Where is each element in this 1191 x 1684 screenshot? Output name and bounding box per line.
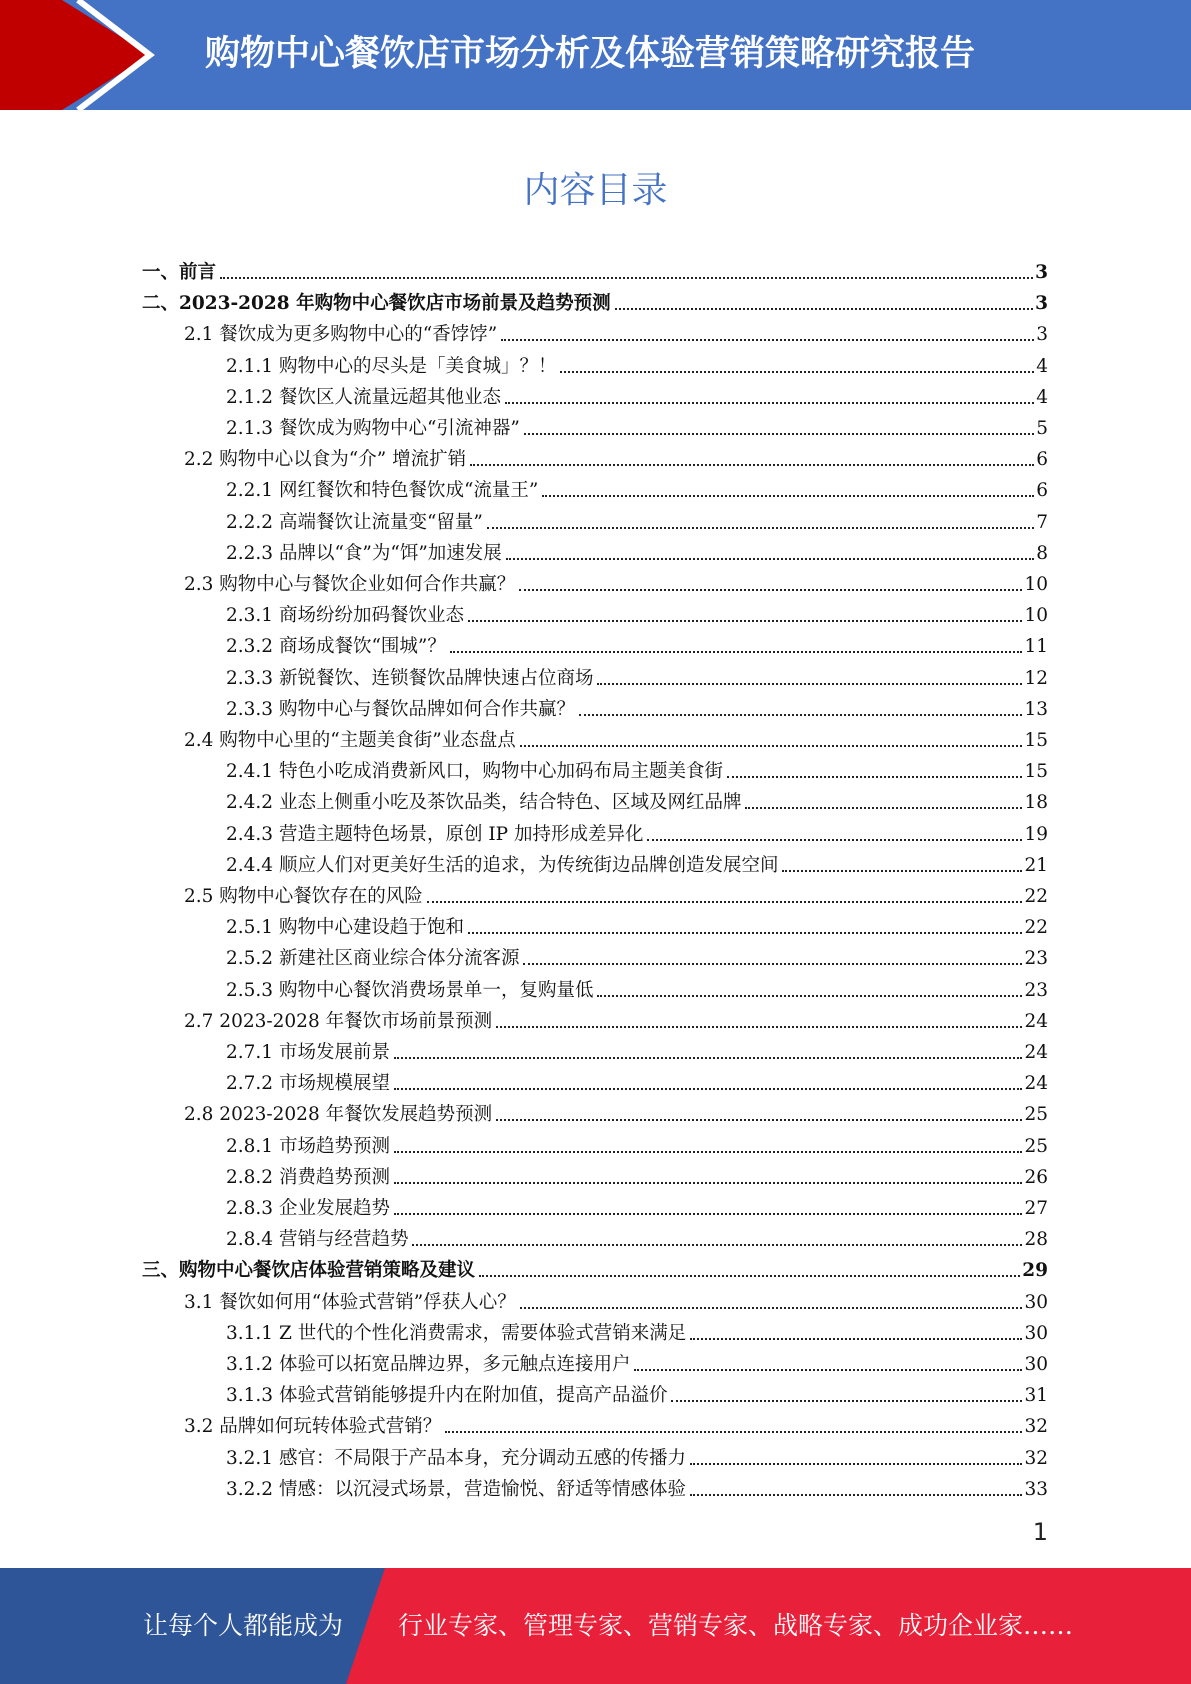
- toc-entry[interactable]: [226, 627, 1048, 658]
- toc-dot-leader: [520, 1306, 1023, 1309]
- toc-entry-title: 三、购物中心餐饮店体验营销策略及建议: [142, 1260, 476, 1282]
- toc-entry-title: 2.8.2 消费趋势预测: [226, 1166, 390, 1188]
- toc-dot-leader: [782, 869, 1022, 872]
- toc-entry-title: 一、前言: [142, 262, 217, 283]
- toc-dot-leader: [690, 1462, 1022, 1465]
- toc-entry-page: 24: [1024, 1042, 1048, 1063]
- toc-entry[interactable]: [226, 659, 1048, 690]
- toc-entry-page: 10: [1024, 574, 1048, 595]
- toc-entry[interactable]: [226, 378, 1048, 409]
- toc-entry-page: 3: [1036, 324, 1048, 346]
- toc-entry[interactable]: [226, 815, 1048, 846]
- toc-entry[interactable]: [226, 908, 1048, 939]
- toc-entry[interactable]: [226, 1314, 1048, 1345]
- toc-entry-page: 18: [1024, 792, 1048, 814]
- toc-dot-leader: [520, 744, 1023, 747]
- toc-entry[interactable]: [226, 1033, 1048, 1064]
- toc-entry-title: 3.1.2 体验可以拓宽品牌边界，多元触点连接用户: [226, 1354, 631, 1375]
- toc-entry-page: 32: [1024, 1447, 1048, 1469]
- toc-entry[interactable]: [184, 877, 1048, 908]
- toc-entry-title: 2.3.3 购物中心与餐饮品牌如何合作共赢？: [226, 698, 575, 720]
- toc-entry[interactable]: [142, 1251, 1048, 1282]
- toc-entry-title: 3.1 餐饮如何用“体验式营销”俘获人心？: [184, 1291, 516, 1313]
- toc-entry-page: 25: [1024, 1104, 1048, 1126]
- toc-dot-leader: [745, 806, 1022, 809]
- toc-entry-page: 24: [1024, 1010, 1048, 1032]
- toc-entry-title: 2.3.3 新锐餐饮、连锁餐饮品牌快速占位商场: [226, 667, 594, 689]
- toc-entry[interactable]: [226, 971, 1048, 1002]
- toc-entry[interactable]: [226, 690, 1048, 721]
- toc-entry-title: 3.1.1 Z 世代的个性化消费需求，需要体验式营销来满足: [226, 1322, 687, 1344]
- toc-entry-page: 22: [1024, 917, 1048, 939]
- toc-entry-page: 25: [1024, 1135, 1048, 1157]
- report-footer: [0, 1568, 1191, 1684]
- toc-entry-page: 26: [1024, 1166, 1048, 1188]
- toc-entry-title: 2.5 购物中心餐饮存在的风险: [184, 886, 423, 907]
- toc-entry-title: 2.2 购物中心以食为“介” 增流扩销: [184, 449, 467, 471]
- toc-entry-page: 3: [1035, 293, 1048, 315]
- toc-dot-leader: [450, 650, 1023, 653]
- toc-entry-page: 4: [1036, 355, 1048, 377]
- toc-entry[interactable]: [226, 939, 1048, 970]
- toc-entry-page: 33: [1024, 1478, 1048, 1500]
- toc-entry-title: 2.4.1 特色小吃成消费新风口，购物中心加码布局主题美食街: [226, 761, 723, 783]
- toc-dot-leader: [579, 713, 1022, 716]
- toc-entry[interactable]: [142, 253, 1048, 284]
- toc-dot-leader: [394, 1212, 1022, 1215]
- toc-heading: 内容目录: [523, 170, 668, 211]
- toc-entry[interactable]: [226, 1439, 1048, 1470]
- toc-entry-title: 2.2.3 品牌以“食”为“饵”加速发展: [226, 542, 502, 564]
- toc-entry-page: 23: [1024, 948, 1048, 970]
- report-title: 购物中心餐饮店市场分析及体验营销策略研究报告: [205, 34, 976, 74]
- toc-entry-title: 2.7 2023-2028 年餐饮市场前景预测: [184, 1010, 493, 1032]
- toc-dot-leader: [468, 931, 1022, 934]
- toc-entry-title: 2.5.3 购物中心餐饮消费场景单一，复购量低: [226, 979, 594, 1001]
- toc-entry-page: 6: [1036, 449, 1048, 471]
- toc-entry-page: 31: [1024, 1385, 1048, 1407]
- toc-entry[interactable]: [226, 409, 1048, 440]
- toc-entry-title: 2.3 购物中心与餐饮企业如何合作共赢？: [184, 574, 516, 595]
- toc-dot-leader: [647, 838, 1022, 841]
- toc-entry[interactable]: [226, 503, 1048, 534]
- toc-entry-title: 3.1.3 体验式营销能够提升内在附加值，提高产品溢价: [226, 1385, 668, 1407]
- report-header: [0, 0, 1191, 110]
- toc-dot-leader: [220, 276, 1033, 279]
- toc-dot-leader: [487, 526, 1034, 529]
- toc-entry-title: 2.1 餐饮成为更多购物中心的“香饽饽”: [184, 324, 498, 346]
- toc-entry[interactable]: [226, 1127, 1048, 1158]
- toc-dot-leader: [496, 1118, 1022, 1121]
- toc-entry[interactable]: [184, 1002, 1048, 1033]
- toc-dot-leader: [671, 1399, 1022, 1402]
- toc-entry[interactable]: [226, 347, 1048, 378]
- toc-entry[interactable]: [184, 1283, 1048, 1314]
- toc-entry-page: 28: [1024, 1229, 1048, 1251]
- toc-entry[interactable]: [226, 1220, 1048, 1251]
- toc-entry[interactable]: [226, 1376, 1048, 1407]
- toc-entry-page: 27: [1024, 1198, 1048, 1219]
- toc-dot-leader: [505, 401, 1034, 404]
- header-red-chevron: [0, 0, 150, 110]
- toc-entry-page: 11: [1024, 636, 1048, 658]
- toc-dot-leader: [394, 1181, 1022, 1184]
- toc-entry-page: 24: [1024, 1073, 1048, 1095]
- toc-entry[interactable]: [184, 565, 1048, 596]
- toc-entry-page: 4: [1036, 386, 1048, 408]
- toc-entry-page: 5: [1036, 418, 1048, 439]
- toc-dot-leader: [427, 900, 1023, 903]
- toc-entry-page: 7: [1036, 511, 1048, 533]
- toc-dot-leader: [394, 1056, 1022, 1059]
- toc-dot-leader: [470, 463, 1034, 466]
- toc-entry[interactable]: [184, 1095, 1048, 1126]
- toc-entry-title: 3.2 品牌如何玩转体验式营销？: [184, 1416, 442, 1438]
- toc-dot-leader: [690, 1493, 1022, 1496]
- toc-entry-title: 2.8.4 营销与经营趋势: [226, 1229, 409, 1251]
- toc-entry-title: 2.1.3 餐饮成为购物中心“引流神器”: [226, 418, 520, 439]
- footer-slogan-right: 行业专家、管理专家、营销专家、战略专家、成功企业家……: [398, 1611, 1074, 1640]
- toc-entry-page: 10: [1024, 605, 1048, 627]
- toc-entry-page: 19: [1024, 823, 1048, 845]
- toc-entry-title: 3.2.1 感官：不局限于产品本身，充分调动五感的传播力: [226, 1447, 686, 1469]
- toc-entry-title: 2.3.1 商场纷纷加码餐饮业态: [226, 605, 464, 627]
- toc-dot-leader: [523, 962, 1022, 965]
- toc-entry-page: 23: [1024, 979, 1048, 1001]
- toc-dot-leader: [468, 619, 1022, 622]
- toc-entry[interactable]: [142, 284, 1048, 315]
- toc-entry-title: 二、2023-2028 年购物中心餐饮店市场前景及趋势预测: [142, 293, 611, 315]
- toc-entry-title: 3.2.2 情感：以沉浸式场景，营造愉悦、舒适等情感体验: [226, 1478, 686, 1500]
- toc-entry[interactable]: [226, 1470, 1048, 1501]
- toc-dot-leader: [597, 682, 1022, 685]
- toc-entry-title: 2.4.3 营造主题特色场景，原创 IP 加持形成差异化: [226, 823, 644, 845]
- toc-dot-leader: [506, 557, 1034, 560]
- toc-entry-title: 2.4.4 顺应人们对更美好生活的追求，为传统街边品牌创造发展空间: [226, 854, 779, 876]
- toc-dot-leader: [394, 1150, 1022, 1153]
- toc-entry-title: 2.7.1 市场发展前景: [226, 1042, 390, 1063]
- toc-dot-leader: [634, 1368, 1022, 1371]
- toc-entry-page: 22: [1024, 886, 1048, 907]
- toc-dot-leader: [394, 1087, 1022, 1090]
- toc-entry[interactable]: [226, 1345, 1048, 1376]
- toc-entry[interactable]: [226, 752, 1048, 783]
- toc-dot-leader: [542, 494, 1034, 497]
- toc-entry[interactable]: [226, 471, 1048, 502]
- toc-dot-leader: [690, 1337, 1022, 1340]
- toc-entry-title: 2.1.2 餐饮区人流量远超其他业态: [226, 386, 501, 408]
- toc-entry[interactable]: [226, 783, 1048, 814]
- toc-entry-page: 30: [1024, 1322, 1048, 1344]
- toc-entry-page: 30: [1024, 1291, 1048, 1313]
- toc-entry-title: 2.8.1 市场趋势预测: [226, 1135, 390, 1157]
- toc-entry-title: 2.8.3 企业发展趋势: [226, 1198, 390, 1219]
- toc-dot-leader: [445, 1430, 1022, 1433]
- toc-entry-title: 2.3.2 商场成餐饮“围城”？: [226, 636, 446, 658]
- footer-slogan-left: 让每个人都能成为: [143, 1611, 344, 1640]
- toc-entry-title: 2.2.2 高端餐饮让流量变“留量”: [226, 511, 483, 533]
- toc-dot-leader: [519, 588, 1022, 591]
- toc-dot-leader: [479, 1274, 1020, 1277]
- toc-entry[interactable]: [226, 1064, 1048, 1095]
- toc-entry-page: 6: [1036, 480, 1048, 502]
- page-number: 1: [1032, 1518, 1048, 1546]
- toc-entry[interactable]: [226, 596, 1048, 627]
- toc-entry[interactable]: [226, 846, 1048, 877]
- toc-entry-title: 2.2.1 网红餐饮和特色餐饮成“流量王”: [226, 480, 539, 502]
- toc-entry-page: 21: [1024, 854, 1048, 876]
- toc-entry-page: 30: [1024, 1354, 1048, 1375]
- toc-entry-page: 8: [1036, 542, 1048, 564]
- toc-entry[interactable]: [184, 721, 1048, 752]
- toc-entry-title: 2.5.1 购物中心建设趋于饱和: [226, 917, 464, 939]
- toc-entry-title: 2.4 购物中心里的“主题美食街”业态盘点: [184, 730, 516, 751]
- toc-entry-page: 15: [1024, 730, 1048, 751]
- toc-dot-leader: [524, 432, 1034, 435]
- toc-entry-title: 2.1.1 购物中心的尽头是「美食城」？！: [226, 355, 557, 377]
- toc-dot-leader: [412, 1243, 1022, 1246]
- toc-dot-leader: [615, 307, 1034, 310]
- toc-dot-leader: [597, 994, 1022, 997]
- toc-entry-title: 2.8 2023-2028 年餐饮发展趋势预测: [184, 1104, 493, 1126]
- toc-entry-page: 13: [1024, 698, 1048, 720]
- toc-entry-page: 32: [1024, 1416, 1048, 1438]
- toc-entry-page: 3: [1035, 262, 1048, 283]
- toc-entry[interactable]: [226, 1189, 1048, 1220]
- toc-dot-leader: [727, 775, 1022, 778]
- toc-entry[interactable]: [226, 534, 1048, 565]
- toc-entry-title: 2.5.2 新建社区商业综合体分流客源: [226, 948, 520, 970]
- toc-entry-page: 29: [1022, 1260, 1048, 1282]
- toc-dot-leader: [560, 370, 1034, 373]
- toc-entry-page: 12: [1024, 667, 1048, 689]
- toc-dot-leader: [496, 1025, 1022, 1028]
- toc-entry-title: 2.7.2 市场规模展望: [226, 1073, 390, 1095]
- toc-entry-page: 15: [1024, 761, 1048, 783]
- toc-entry[interactable]: [226, 1158, 1048, 1189]
- toc-entry[interactable]: [184, 1407, 1048, 1438]
- toc-entry[interactable]: [184, 440, 1048, 471]
- toc-entry[interactable]: [184, 315, 1048, 346]
- toc-entry-title: 2.4.2 业态上侧重小吃及茶饮品类，结合特色、区域及网红品牌: [226, 792, 742, 814]
- toc-dot-leader: [501, 338, 1034, 341]
